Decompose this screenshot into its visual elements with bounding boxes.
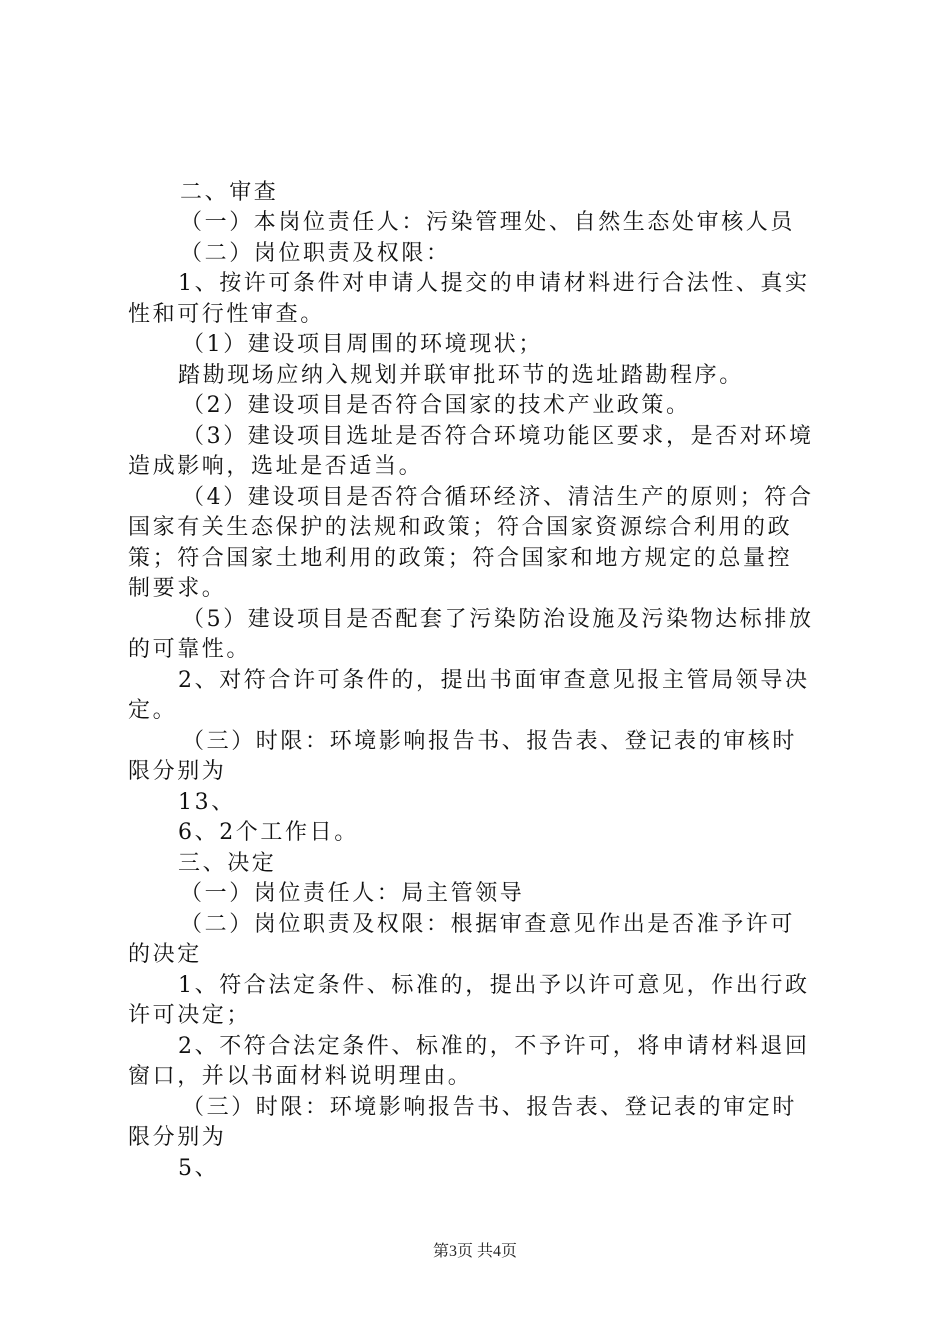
paragraph-line: 5、 (178, 1156, 220, 1181)
paragraph-line: 13、 (178, 790, 236, 815)
paragraph-line: （一）岗位责任人：局主管领导 (180, 881, 525, 906)
paragraph-line: 2、对符合许可条件的，提出书面审查意见报主管局领导决 (178, 668, 810, 693)
paragraph-line: 2、不符合法定条件、标准的，不予许可，将申请材料退回 (178, 1034, 810, 1059)
page-footer: 第3页 共4页 (432, 1243, 517, 1260)
paragraph-line: （二）岗位职责及权限：根据审查意见作出是否准予许可 (180, 912, 796, 937)
paragraph-line: （1）建设项目周围的环境现状； (182, 332, 543, 357)
paragraph-line: 制要求。 (128, 576, 227, 601)
paragraph-line: 6、2个工作日。 (178, 820, 359, 845)
paragraph-line: 限分别为 (128, 759, 227, 784)
paragraph-line: 窗口，并以书面材料说明理由。 (128, 1064, 473, 1089)
paragraph-line: （三）时限：环境影响报告书、报告表、登记表的审定时 (182, 1095, 798, 1120)
section-heading: 二、审查 (180, 180, 279, 205)
paragraph-line: 定。 (128, 698, 178, 723)
paragraph-line: 踏勘现场应纳入规划并联审批环节的选址踏勘程序。 (178, 363, 744, 388)
paragraph-line: （二）岗位职责及权限： (180, 241, 451, 266)
paragraph-line: 限分别为 (128, 1125, 227, 1150)
paragraph-line: 1、按许可条件对申请人提交的申请材料进行合法性、真实 (178, 271, 810, 296)
paragraph-line: 策；符合国家土地利用的政策；符合国家和地方规定的总量控 (128, 546, 793, 571)
paragraph-line: （3）建设项目选址是否符合环境功能区要求，是否对环境 (182, 424, 814, 449)
paragraph-line: （2）建设项目是否符合国家的技术产业政策。 (182, 393, 691, 418)
paragraph-line: 性和可行性审查。 (128, 302, 325, 327)
paragraph-line: 1、符合法定条件、标准的，提出予以许可意见，作出行政 (178, 973, 810, 998)
paragraph-line: （4）建设项目是否符合循环经济、清洁生产的原则；符合 (182, 485, 814, 510)
paragraph-line: （5）建设项目是否配套了污染防治设施及污染物达标排放 (182, 607, 814, 632)
paragraph-line: 国家有关生态保护的法规和政策；符合国家资源综合利用的政 (128, 515, 793, 540)
paragraph-line: 造成影响，选址是否适当。 (128, 454, 424, 479)
paragraph-line: 的可靠性。 (128, 637, 252, 662)
paragraph-line: （三）时限：环境影响报告书、报告表、登记表的审核时 (182, 729, 798, 754)
paragraph-line: 许可决定； (128, 1003, 252, 1028)
paragraph-line: 的决定 (128, 942, 202, 967)
section-heading: 三、决定 (178, 851, 277, 876)
paragraph-line: （一）本岗位责任人：污染管理处、自然生态处审核人员 (180, 210, 796, 235)
